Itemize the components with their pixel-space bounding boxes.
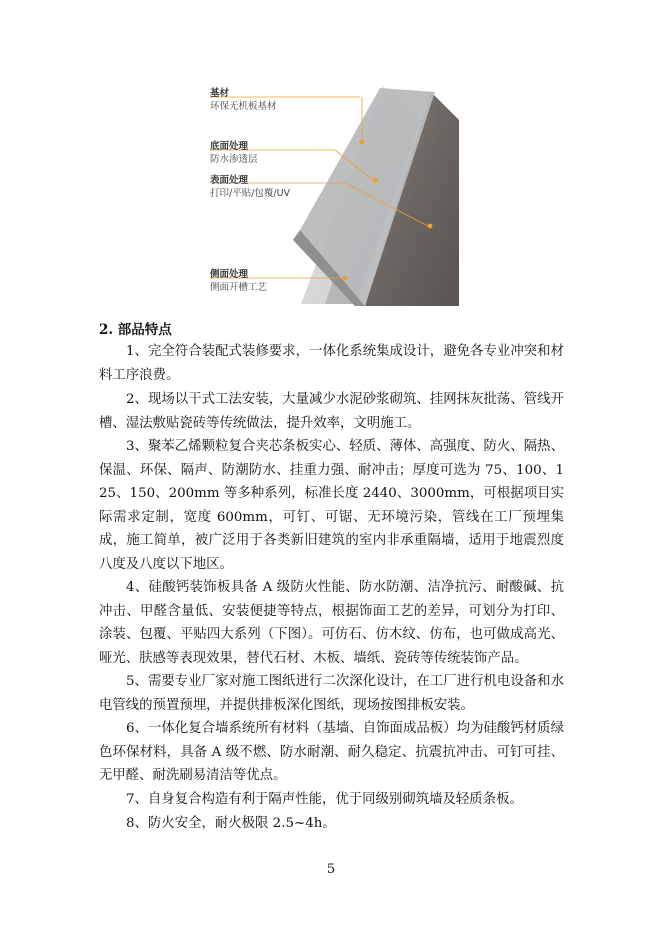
paragraph-5: 5、需要专业厂家对施工图纸进行二次深化设计，在工厂进行机电设备和水电管线的预置预埋，并提供排板深化图纸，现场按图排板安装。	[99, 674, 564, 713]
figure-label-title: 侧面处理	[210, 269, 249, 280]
board-layers-figure	[205, 80, 459, 306]
figure-label-side	[210, 269, 267, 294]
paragraph-6: 6、一体化复合墙系统所有材料（基墙、自饰面成品板）均为硅酸钙材质绿色环保材料，具备 A 级不燃、防水耐潮、耐久稳定、抗震抗冲击、可钉可挂、无甲醛、耐洗刷易清洁等优点。	[99, 721, 564, 784]
section-heading: 2. 部品特点	[99, 322, 172, 338]
figure-label-base	[210, 88, 277, 113]
figure-label-surface	[210, 175, 290, 200]
figure-label-title: 基材	[210, 88, 230, 99]
figure-label-title: 表面处理	[210, 175, 249, 186]
paragraph-3: 3、聚苯乙烯颗粒复合夹芯条板实心、轻质、薄体、高强度、防火、隔热、保温、环保、隔声、防潮防水、挂重力强、耐冲击；厚度可选为 75、100、125、150、200mm 等多种系列，标准长度 2440、3000mm，可根据项目实际需求定制，宽度 600mm，可钉、可锯、无环境污染，管线在工厂预埋集成，施工简单，被广泛用于各类新旧建筑的室内非承重隔墙，适用于地震烈度八度及八度以下地区。	[99, 439, 564, 572]
paragraph-4: 4、硅酸钙装饰板具备 A 级防火性能、防水防潮、洁净抗污、耐酸碱、抗冲击、甲醛含量低、安装便捷等特点，根据饰面工艺的差异，可划分为打印、涂装、包覆、平贴四大系列（下图）。可仿石、仿木纹、仿布，也可做成高光、哑光、肤感等表现效果，替代石材、木板、墙纸、瓷砖等传统装饰产品。	[99, 580, 564, 666]
paragraph-8: 8、防火安全，耐火极限 2.5~4h。	[126, 816, 336, 831]
figure-label-sub: 侧面开槽工艺	[210, 282, 268, 293]
figure-label-sub: 环保无机板基材	[210, 101, 277, 112]
paragraph-1: 1、完全符合装配式装修要求，一体化系统集成设计，避免各专业冲突和材料工序浪费。	[99, 344, 564, 383]
figure-label-bottom	[210, 141, 258, 166]
figure-label-sub: 打印/平贴/包覆/UV	[210, 188, 291, 199]
paragraph-7: 7、自身复合构造有利于隔声性能，优于同级别砌筑墙及轻质条板。	[126, 792, 523, 807]
paragraph-2: 2、现场以干式工法安装，大量减少水泥砂浆砌筑、挂网抹灰批荡、管线开槽、湿法敷贴瓷砖等传统做法，提升效率，文明施工。	[99, 392, 564, 431]
figure-label-sub: 防水渗透层	[210, 154, 258, 165]
page-number: 5	[326, 862, 336, 877]
figure-label-title: 底面处理	[210, 141, 249, 152]
